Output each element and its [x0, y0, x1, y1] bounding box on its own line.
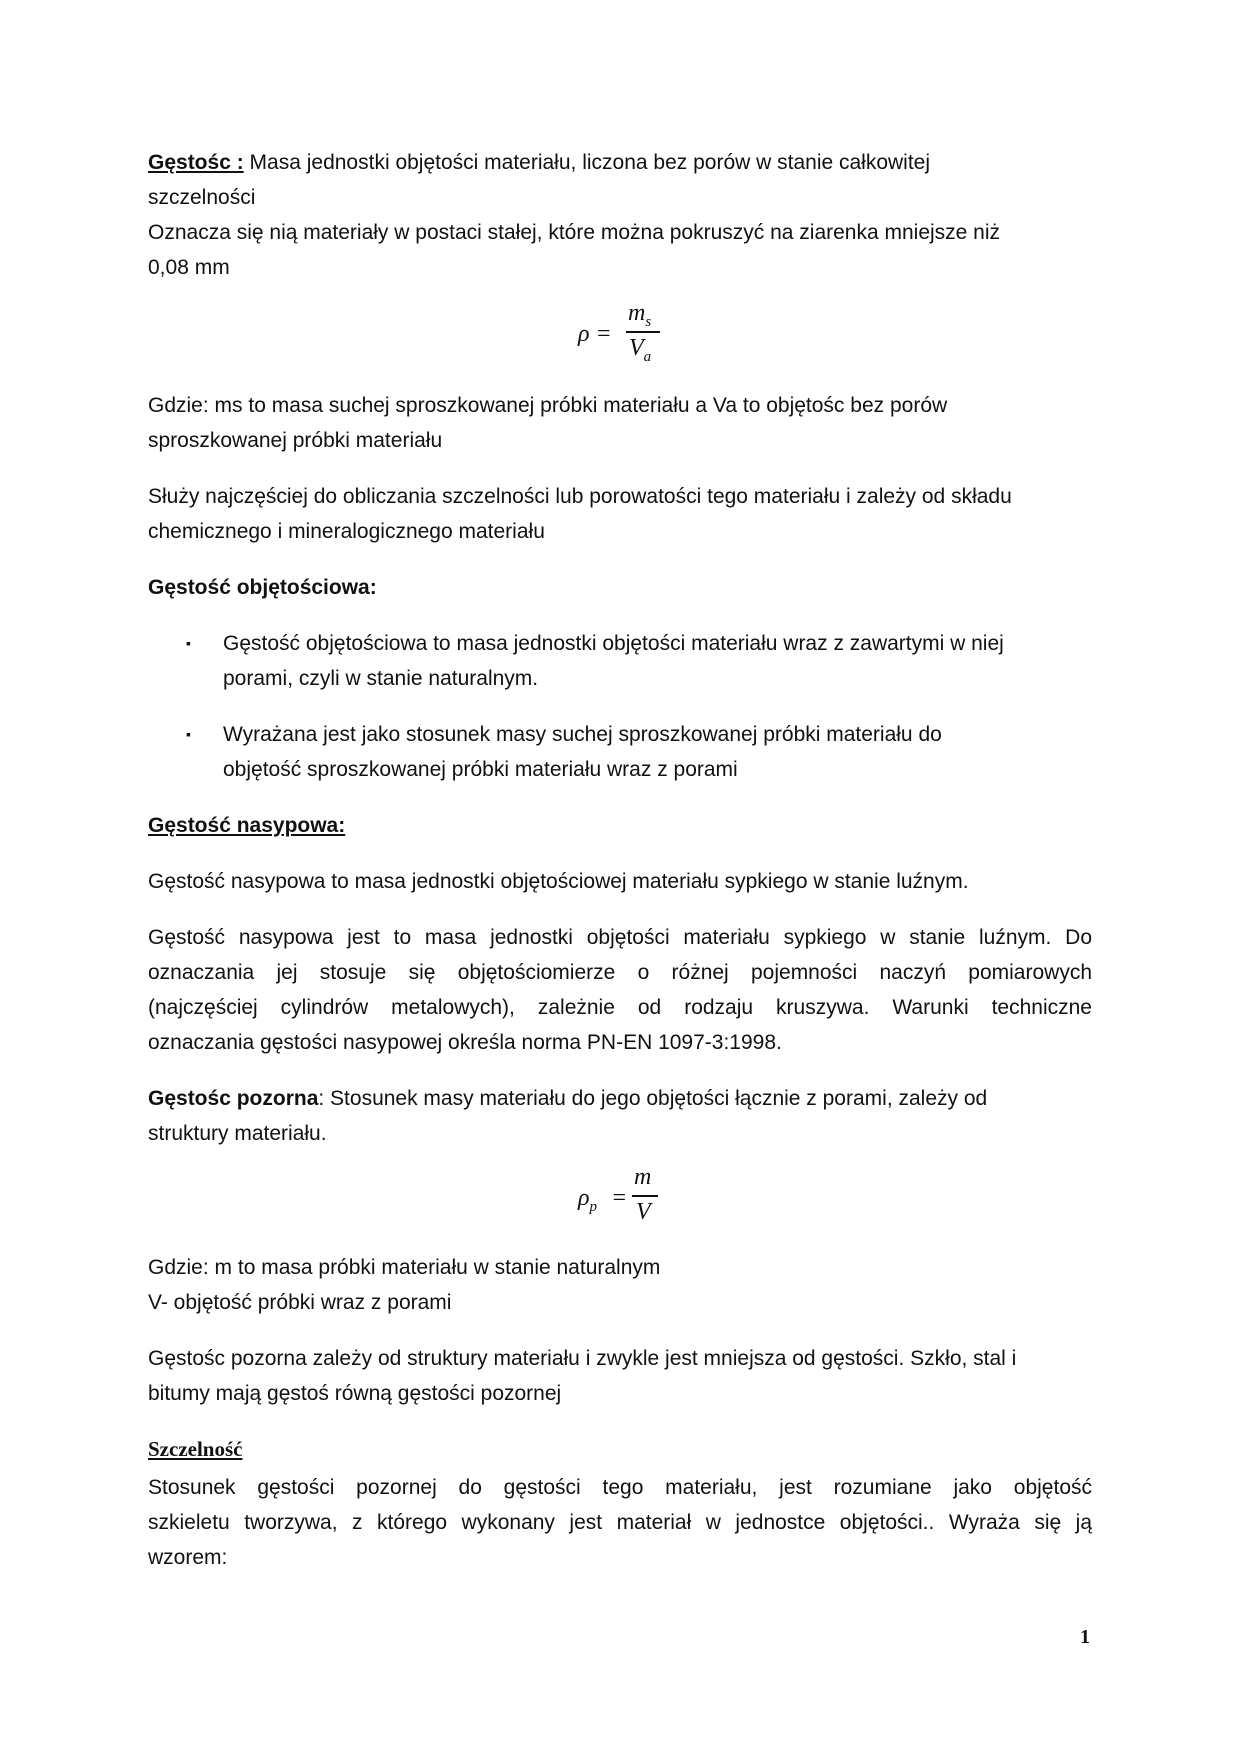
nasypowa-paragraph-line3: (najczęściej cylindrów metalowych), zależnie od rodzaju kruszywa. Warunki techniczne — [148, 996, 1092, 1019]
gestosc-definition-line1: Gęstośc : Masa jednostki objętości materiału, liczona bez porów w stanie całkowitej — [148, 151, 931, 174]
bullet2-line1: Wyrażana jest jako stosunek masy suchej sproszkowanej próbki materiału do — [223, 723, 942, 746]
formula-numerator: m — [634, 1164, 652, 1190]
formula-lhs: ρ = — [578, 321, 612, 347]
szczelnosc-line1: Stosunek gęstości pozornej do gęstości tego materiału, jest rozumiane jako objętość — [148, 1476, 1092, 1499]
gestosc-where-line1: Gdzie: ms to masa suchej sproszkowanej próbki materiału a Va to objętośc bez porów — [148, 394, 948, 417]
bullet2-line2: objętość sproszkowanej próbki materiału wraz z porami — [223, 758, 738, 781]
gestosc-nasypowa-heading: Gęstość nasypowa: — [148, 814, 346, 837]
formula-lhs: $\rho_p$ — [578, 1185, 598, 1215]
pozorna-note-line1: Gęstośc pozorna zależy od struktury materiału i zwykle jest mniejsza od gęstości. Szkło, stal i — [148, 1347, 1017, 1370]
pozorna-where-line2: V- objętość próbki wraz z porami — [148, 1291, 452, 1314]
page-number: 1 — [1080, 1626, 1090, 1648]
gestosc-heading: Gęstośc : — [148, 151, 244, 174]
pozorna-definition-line2: struktury materiału. — [148, 1122, 327, 1145]
fraction-bar — [626, 331, 660, 333]
bullet1-line2: porami, czyli w stanie naturalnym. — [223, 667, 539, 690]
formula-equals: = — [611, 1185, 628, 1211]
gestosc-objetosciowa-heading: Gęstość objętościowa: — [148, 576, 377, 599]
bullet1-line1: Gęstość objętościowa to masa jednostki objętości materiału wraz z zawartymi w niej — [223, 632, 1004, 655]
szczelnosc-line2: szkieletu tworzywa, z którego wykonany jest materiał w jednostce objętości.. Wyraża się ją — [148, 1511, 1092, 1534]
pozorna-where-line1: Gdzie: m to masa próbki materiału w stanie naturalnym — [148, 1256, 661, 1279]
gestosc-where-line2: sproszkowanej próbki materiału — [148, 429, 443, 452]
gestosc-pozorna-heading: Gęstośc pozorna — [148, 1087, 319, 1110]
nasypowa-paragraph-line1: Gęstość nasypowa jest to masa jednostki objętości materiału sypkiego w stanie luźnym. Do — [148, 926, 1092, 949]
pozorna-definition-line1: Gęstośc pozorna: Stosunek masy materiału do jego objętości łącznie z porami, zależy od — [148, 1087, 988, 1110]
szczelnosc-line3: wzorem: — [148, 1546, 228, 1569]
pozorna-note-line2: bitumy mają gęstoś równą gęstości pozornej — [148, 1382, 562, 1405]
gestosc-note-line2: 0,08 mm — [148, 256, 230, 279]
nasypowa-paragraph-line4: oznaczania gęstości nasypowej określa norma PN-EN 1097-3:1998. — [148, 1031, 782, 1054]
bullet-marker: ▪ — [186, 726, 191, 742]
nasypowa-paragraph-line2: oznaczania jej stosuje się objętościomierze o różnej pojemności naczyń pomiarowych — [148, 961, 1092, 984]
gestosc-usage-line1: Służy najczęściej do obliczania szczelności lub porowatości tego materiału i zależy od składu — [148, 485, 1012, 508]
nasypowa-definition: Gęstość nasypowa to masa jednostki objętościowej materiału sypkiego w stanie luźnym. — [148, 870, 969, 893]
gestosc-note-line1: Oznacza się nią materiały w postaci stałej, które można pokruszyć na ziarenka mniejsze niż — [148, 221, 1001, 244]
formula-numerator: $m_s$ — [628, 300, 652, 330]
szczelnosc-heading: Szczelność — [148, 1437, 243, 1461]
fraction-bar — [632, 1195, 658, 1197]
formula-denominator: V — [636, 1199, 651, 1225]
gestosc-usage-line2: chemicznego i mineralogicznego materiału — [148, 520, 545, 543]
formula-denominator: $V_a$ — [629, 335, 652, 365]
bullet-marker: ▪ — [186, 635, 191, 651]
gestosc-definition-line2: szczelności — [148, 186, 256, 209]
